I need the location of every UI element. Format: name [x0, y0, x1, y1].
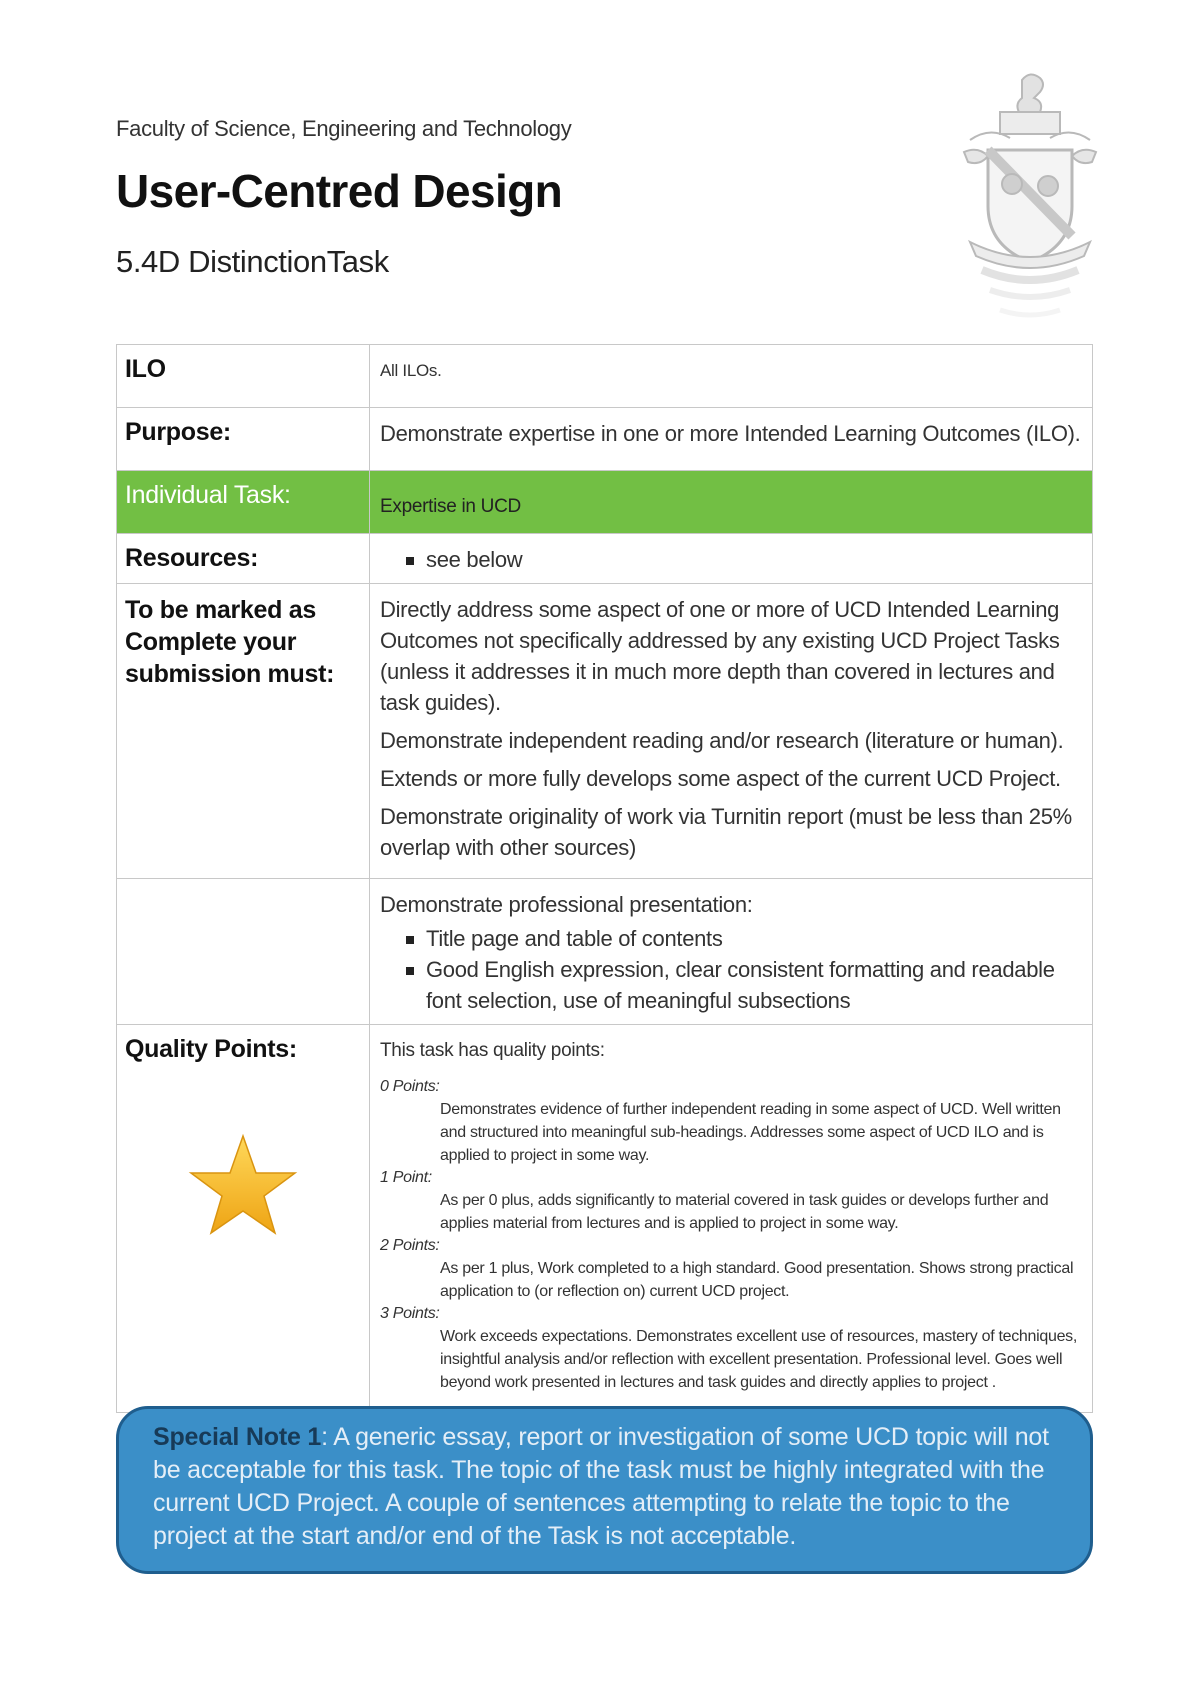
- presentation-label-empty: [117, 879, 370, 1025]
- marked-label: To be marked as Complete your submission must:: [117, 584, 370, 879]
- presentation-value: [370, 879, 1093, 1025]
- quality-label: Quality Points:: [125, 1035, 297, 1063]
- task-subtitle: 5.4D DistinctionTask: [116, 244, 389, 279]
- ilo-label: ILO: [117, 345, 370, 408]
- quality-level-text: Work exceeds expectations. Demonstrates excellent use of resources, mastery of techniques, insightful analysis and/or reflection with excellent presentation. Professional level. Goes well beyond work presented in lectures and task guides and directly applies to project .: [440, 1328, 1078, 1391]
- quality-level: [380, 1303, 1082, 1394]
- quality-level: [380, 1076, 1082, 1167]
- presentation-intro: Demonstrate professional presentation:: [380, 892, 753, 917]
- row-purpose: [117, 408, 1093, 471]
- quality-level: [380, 1235, 1082, 1303]
- row-task: [117, 471, 1093, 534]
- quality-label-cell: [117, 1025, 370, 1413]
- list-item: Good English expression, clear consistent formatting and readable font selection, use of meaningful subsections: [406, 954, 1082, 1016]
- quality-level-text: As per 1 plus, Work completed to a high standard. Good presentation. Shows strong practical application to (or reflection on) current UCD project.: [440, 1260, 1074, 1300]
- task-value: Expertise in UCD: [370, 471, 1093, 534]
- quality-level-heading: 3 Points:: [380, 1305, 440, 1322]
- star-icon: [187, 1132, 299, 1238]
- requirement: Demonstrate originality of work via Turnitin report (must be less than 25% overlap with other sources): [380, 804, 1072, 860]
- task-label: Individual Task:: [117, 471, 370, 534]
- requirement: Directly address some aspect of one or more of UCD Intended Learning Outcomes not specifically addressed by any existing UCD Project Tasks (unless it addresses it in much more depth than covered in lectures and task guides).: [380, 597, 1060, 715]
- resources-value: [370, 534, 1093, 584]
- quality-level-text: Demonstrates evidence of further independent reading in some aspect of UCD. Well written and structured into meaningful sub-headings. Addresses some aspect of UCD ILO and is applied to project in some way.: [440, 1101, 1061, 1164]
- special-note-callout: [116, 1406, 1093, 1574]
- quality-level: [380, 1167, 1082, 1235]
- task-spec-table: [116, 344, 1093, 1413]
- special-note-heading: Special Note 1: [153, 1423, 322, 1451]
- requirement: Demonstrate independent reading and/or research (literature or human).: [380, 728, 1064, 753]
- row-ilo: [117, 345, 1093, 408]
- quality-level-text: As per 0 plus, adds significantly to material covered in task guides or develops further and applies material from lectures and is applied to project in some way.: [440, 1192, 1049, 1232]
- row-resources: [117, 534, 1093, 584]
- row-marked: [117, 584, 1093, 879]
- purpose-label: Purpose:: [117, 408, 370, 471]
- quality-value: [370, 1025, 1093, 1413]
- row-presentation: [117, 879, 1093, 1025]
- ilo-value: All ILOs.: [370, 345, 1093, 408]
- list-item: Title page and table of contents: [406, 923, 1082, 954]
- resources-label: Resources:: [117, 534, 370, 584]
- page-title: User-Centred Design: [116, 165, 563, 217]
- list-item: see below: [406, 544, 1082, 575]
- row-quality: [117, 1025, 1093, 1413]
- quality-level-heading: 2 Points:: [380, 1237, 440, 1254]
- marked-value: [370, 584, 1093, 879]
- requirement: Extends or more fully develops some aspect of the current UCD Project.: [380, 766, 1061, 791]
- quality-intro: This task has quality points:: [380, 1040, 605, 1061]
- quality-level-heading: 0 Points:: [380, 1078, 440, 1095]
- university-crest-icon: [960, 66, 1100, 336]
- purpose-value: Demonstrate expertise in one or more Intended Learning Outcomes (ILO).: [370, 408, 1093, 471]
- faculty-name: Faculty of Science, Engineering and Technology: [116, 116, 572, 141]
- quality-level-heading: 1 Point:: [380, 1169, 432, 1186]
- special-note-text: : A generic essay, report or investigation of some UCD topic will not be acceptable for this task. The topic of the task must be highly integrated with the current UCD Project. A couple of sentences attempting to relate the topic to the project at the start and/or end of the Task is not acceptable.: [153, 1423, 1049, 1550]
